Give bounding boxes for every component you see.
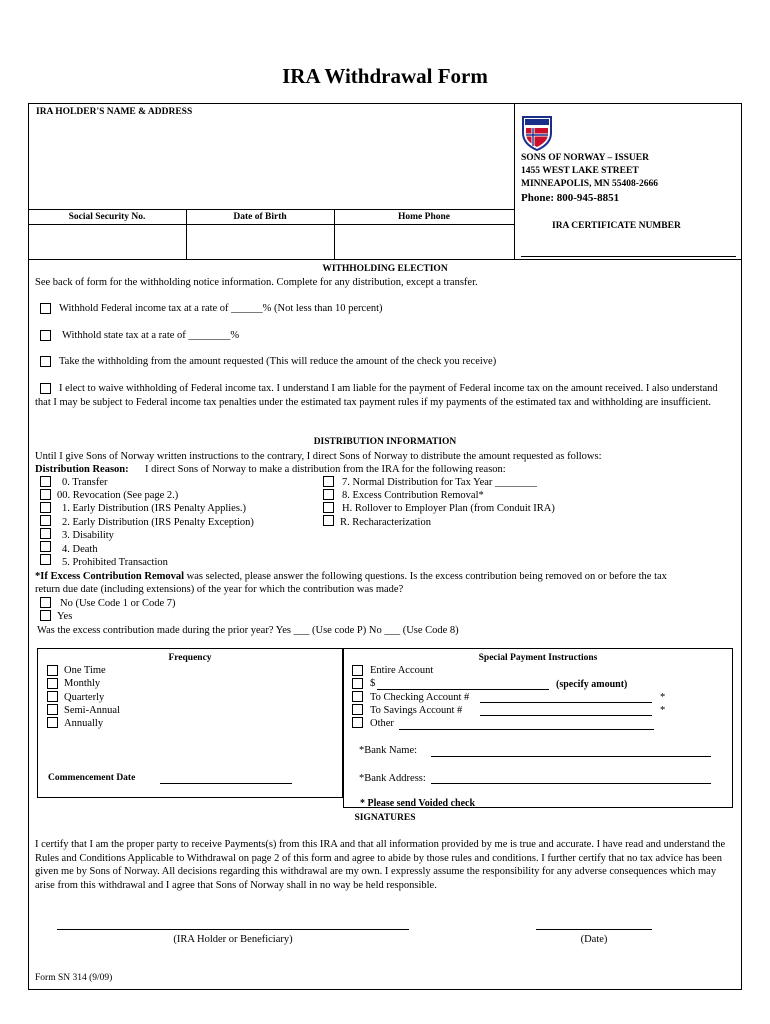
reason-early-exception-checkbox[interactable]: [40, 515, 51, 526]
reason-label: 5. Prohibited Transaction: [62, 557, 168, 568]
other-checkbox[interactable]: [352, 717, 363, 728]
reason-label: 1. Early Distribution (IRS Penalty Applies.): [62, 503, 247, 514]
certificate-number-field[interactable]: [521, 256, 736, 257]
frequency-label: Annually: [64, 718, 104, 729]
prior-year-question: Was the excess contribution made during the prior year? Yes ___ (Use code P) No ___ (Use Code 8): [37, 625, 459, 636]
savings-account-field[interactable]: [480, 715, 652, 716]
frequency-label: Quarterly: [64, 692, 105, 703]
frequency-quarterly-checkbox[interactable]: [47, 691, 58, 702]
dob-field[interactable]: [187, 225, 333, 258]
other-field[interactable]: [399, 729, 654, 730]
frequency-label: One Time: [64, 665, 106, 676]
excess-question: *If Excess Contribution Removal was selected, please answer the following questions. Is the excess contribution being removed on or before the tax: [35, 571, 667, 582]
withhold-from-amount-checkbox[interactable]: [40, 356, 51, 367]
signature-date-field[interactable]: [536, 929, 652, 930]
reason-recharacterization-checkbox[interactable]: [323, 515, 334, 526]
reason-revocation-checkbox[interactable]: [40, 489, 51, 500]
entire-account-label: Entire Account: [370, 665, 434, 676]
withhold-state-label: Withhold state tax at a rate of ________%: [62, 330, 240, 341]
signature-date-caption: (Date): [580, 934, 608, 945]
checking-account-field[interactable]: [480, 702, 652, 703]
voided-check-note: * Please send Voided check: [360, 798, 476, 809]
issuer-city: MINNEAPOLIS, MN 55408-2666: [521, 179, 658, 189]
form-number: Form SN 314 (9/09): [35, 973, 113, 983]
distribution-reason-label: Distribution Reason:: [35, 464, 129, 475]
holder-signature-caption: (IRA Holder or Beneficiary): [173, 934, 293, 945]
excess-no-label: No (Use Code 1 or Code 7): [60, 598, 176, 609]
bank-address-label: *Bank Address:: [359, 773, 426, 784]
withhold-federal-label: Withhold Federal income tax at a rate of ______% (Not less than 10 percent): [59, 303, 383, 314]
frequency-one-time-checkbox[interactable]: [47, 665, 58, 676]
frequency-label: Monthly: [64, 678, 101, 689]
divider: [28, 209, 514, 210]
checking-account-label: To Checking Account #: [370, 692, 470, 703]
other-label: Other: [370, 718, 394, 729]
dob-header: Date of Birth: [233, 212, 287, 222]
reason-label: 2. Early Distribution (IRS Penalty Exception): [62, 517, 254, 528]
frequency-label: Semi-Annual: [64, 705, 120, 716]
withholding-intro: See back of form for the withholding notice information. Complete for any distribution, except a transfer.: [35, 277, 478, 288]
reason-death-checkbox[interactable]: [40, 541, 51, 552]
frequency-annually-checkbox[interactable]: [47, 717, 58, 728]
withhold-federal-checkbox[interactable]: [40, 303, 51, 314]
reason-label: 8. Excess Contribution Removal*: [342, 490, 484, 501]
distribution-reason-text: I direct Sons of Norway to make a distribution from the IRA for the following reason:: [145, 464, 506, 475]
checking-asterisk: *: [660, 692, 666, 703]
savings-account-label: To Savings Account #: [370, 705, 463, 716]
excess-question-line2: return due date (including extensions) of the year for which the contribution was made?: [35, 584, 404, 595]
reason-prohibited-checkbox[interactable]: [40, 554, 51, 565]
specify-amount-label: (specify amount): [556, 679, 628, 690]
reason-label: 00. Revocation (See page 2.): [57, 490, 179, 501]
excess-yes-checkbox[interactable]: [40, 610, 51, 621]
reason-label: R. Recharacterization: [340, 517, 431, 528]
holder-signature-field[interactable]: [57, 929, 409, 930]
sons-of-norway-logo: [520, 115, 554, 151]
reason-excess-checkbox[interactable]: [323, 489, 334, 500]
issuer-phone: Phone: 800-945-8851: [521, 192, 620, 204]
reason-label: 0. Transfer: [62, 477, 108, 488]
specify-amount-checkbox[interactable]: [352, 678, 363, 689]
reason-label: 7. Normal Distribution for Tax Year ________: [342, 477, 538, 488]
excess-yes-label: Yes: [57, 611, 73, 622]
waive-withholding-label: I elect to waive withholding of Federal income tax. I understand I am liable for the payment of Federal income tax on the amount received. I also understand that I may be subject to Federal income tax penalties under the estimated tax payment rules if my payments of the estimated tax and withholding are insufficient.: [35, 383, 718, 408]
commencement-date-label: Commencement Date: [48, 773, 136, 783]
ssn-header: Social Security No.: [68, 212, 146, 222]
excess-no-checkbox[interactable]: [40, 597, 51, 608]
checking-account-checkbox[interactable]: [352, 691, 363, 702]
bank-name-label: *Bank Name:: [359, 745, 418, 756]
issuer-name: SONS OF NORWAY – ISSUER: [521, 153, 649, 163]
withhold-from-amount-label: Take the withholding from the amount requested (This will reduce the amount of the check you receive): [59, 356, 497, 367]
divider: [28, 259, 742, 260]
holder-name-field[interactable]: [30, 122, 512, 208]
home-phone-field[interactable]: [335, 225, 513, 258]
savings-asterisk: *: [660, 705, 666, 716]
frequency-heading: Frequency: [168, 653, 212, 663]
issuer-street: 1455 WEST LAKE STREET: [521, 166, 639, 176]
withholding-heading: WITHHOLDING ELECTION: [322, 264, 448, 274]
ssn-field[interactable]: [29, 225, 185, 258]
commencement-date-field[interactable]: [160, 783, 292, 784]
reason-disability-checkbox[interactable]: [40, 528, 51, 539]
frequency-semi-annual-checkbox[interactable]: [47, 704, 58, 715]
reason-transfer-checkbox[interactable]: [40, 476, 51, 487]
entire-account-checkbox[interactable]: [352, 665, 363, 676]
reason-normal-checkbox[interactable]: [323, 476, 334, 487]
certification-text: I certify that I am the proper party to receive Payments(s) from this IRA and that all information provided by me is true and accurate. I have read and understand the Rules and Conditions Applicable to Withdrawal on page 2 of this form and agree to abide by those rules and conditions. I further certify that no tax advice has been given me by Sons of Norway. All decisions regarding this withdrawal are my own. I expressly assume the responsibility for any adverse consequences which may arise from this withdrawal and I agree that Sons of Norway shall in no way be held responsible.: [35, 839, 726, 891]
frequency-monthly-checkbox[interactable]: [47, 678, 58, 689]
holder-name-label: IRA HOLDER'S NAME & ADDRESS: [36, 107, 193, 117]
home-phone-header: Home Phone: [398, 212, 450, 222]
bank-name-field[interactable]: [431, 756, 711, 757]
distribution-heading: DISTRIBUTION INFORMATION: [313, 437, 457, 447]
reason-label: 4. Death: [62, 544, 98, 555]
savings-account-checkbox[interactable]: [352, 704, 363, 715]
divider: [514, 103, 515, 259]
reason-label: H. Rollover to Employer Plan (from Conduit IRA): [342, 503, 555, 514]
reason-label: 3. Disability: [62, 530, 114, 541]
withhold-state-checkbox[interactable]: [40, 330, 51, 341]
certificate-number-label: IRA CERTIFICATE NUMBER: [552, 221, 681, 231]
payment-heading: Special Payment Instructions: [478, 653, 598, 663]
distribution-intro: Until I give Sons of Norway written instructions to the contrary, I direct Sons of Norway to distribute the amount requested as follows:: [35, 451, 602, 462]
reason-early-penalty-checkbox[interactable]: [40, 502, 51, 513]
reason-rollover-checkbox[interactable]: [323, 502, 334, 513]
page-title: IRA Withdrawal Form: [282, 64, 488, 88]
signatures-heading: SIGNATURES: [354, 813, 416, 823]
dollar-sign: $: [370, 678, 376, 689]
amount-field[interactable]: [377, 689, 549, 690]
bank-address-field[interactable]: [431, 783, 711, 784]
